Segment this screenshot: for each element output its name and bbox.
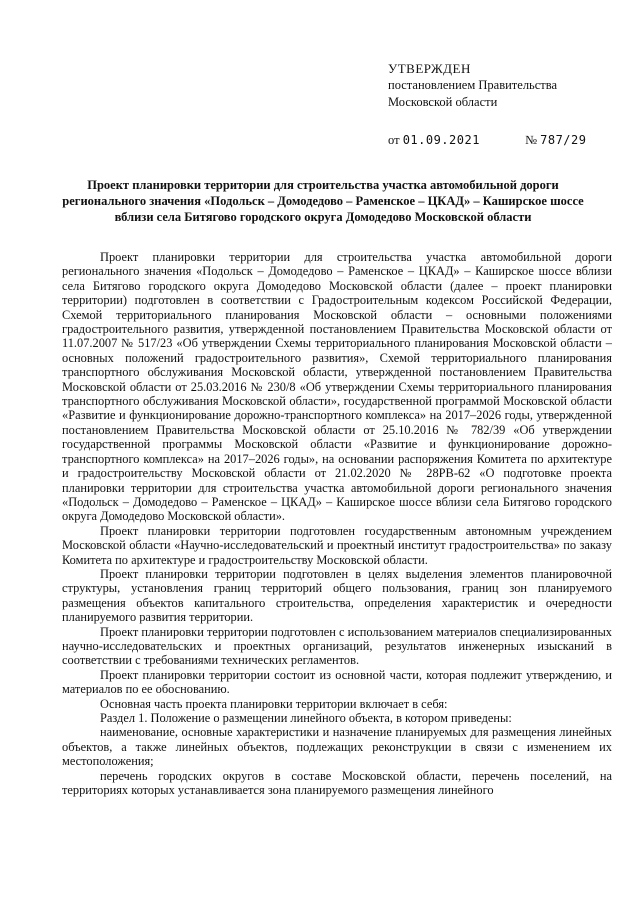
document-body	[62, 250, 612, 797]
document-title: Проект планировки территории для строительства участка автомобильной дороги регионального значения «Подольск – Домодедово – Раменское – ЦКАД» – Каширское шоссе вблизи села Битягово городского округа Домодедово Московской области	[62, 178, 584, 224]
approval-line-2: Московской области	[388, 95, 498, 109]
paragraph: Проект планировки территории подготовлен государственным автономным учреждением Московской области «Научно-исследовательский и проектный институт градостроительства» по заказу Комитета по архитектуре и градостроительству Московской области.	[62, 523, 612, 567]
paragraph: Раздел 1. Положение о размещении линейного объекта, в котором приведены:	[100, 711, 512, 725]
approval-line-1: постановлением Правительства	[388, 78, 558, 92]
date-prefix: от	[388, 133, 400, 147]
approval-heading: УТВЕРЖДЕН	[388, 61, 471, 76]
paragraph: Проект планировки территории подготовлен с использованием материалов специализированных научно-исследовательских и проектных организаций, результатов инженерных изысканий в соответствии с требованиями технических регламентов.	[62, 624, 612, 668]
number-sign: №	[525, 133, 537, 147]
approval-date: 01.09.2021	[402, 133, 480, 147]
paragraph: перечень городских округов в составе Московской области, перечень поселений, на территориях которых устанавливается зона планируемого размещения линейного	[62, 768, 612, 798]
approval-block	[388, 60, 618, 111]
approval-number: 787/29	[540, 133, 587, 147]
paragraph: Проект планировки территории состоит из основной части, которая подлежит утверждению, и материалов по ее обоснованию.	[62, 667, 612, 697]
paragraph: Основная часть проекта планировки территории включает в себя:	[100, 696, 448, 711]
approval-date-line	[388, 132, 618, 149]
paragraph: наименование, основные характеристики и назначение планируемых для размещения линейных объектов, а также линейных объектов, подлежащих реконструкции в связи с изменением их местоположения;	[62, 725, 612, 769]
paragraph: Проект планировки территории подготовлен в целях выделения элементов планировочной структуры, установления границ территорий общего пользования, границ зон планируемого размещения объектов капитального строительства, определения характеристик и очередности планируемого развития территории.	[62, 566, 612, 625]
paragraph: Проект планировки территории для строительства участка автомобильной дороги регионального значения «Подольск – Домодедово – Раменское – ЦКАД» – Каширское шоссе вблизи села Битягово городского округа Домодедово Московской области (далее – проект планировки территории) подготовлен в соответствии с Градостроительным кодексом Российской Федерации, Схемой территориального планирования Московской области – основными положениями градостроительного развития, утвержденной постановлением Правительства Московской области от 11.07.2007 № 517/23 «Об утверждении Схемы территориального планирования Московской области – основных положений градостроительного развития», Схемой территориального планирования транспортного обслуживания Московской области, утвержденной постановлением Правительства Московской области от 25.03.2016 № 230/8 «Об утверждении Схемы территориального планирования транспортного обслуживания Московской области», государственной программой Московской области «Развитие и функционирование дорожно-транспортного комплекса» на 2017–2026 годы, утвержденной постановлением Правительства Московской области от 25.10.2016 № 782/39 «Об утверждении государственной программы Московской области «Развитие и функционирование дорожно-транспортного комплекса» на 2017–2026 годы», на основании распоряжения Комитета по архитектуре и градостроительству Московской области от 21.02.2020 № 28РВ-62 «О подготовке проекта планировки территории для строительства участка автомобильной дороги регионального значения «Подольск – Домодедово – Раменское – ЦКАД» – Каширское шоссе вблизи села Битягово городского округа Домодедово Московской области».	[62, 250, 612, 524]
